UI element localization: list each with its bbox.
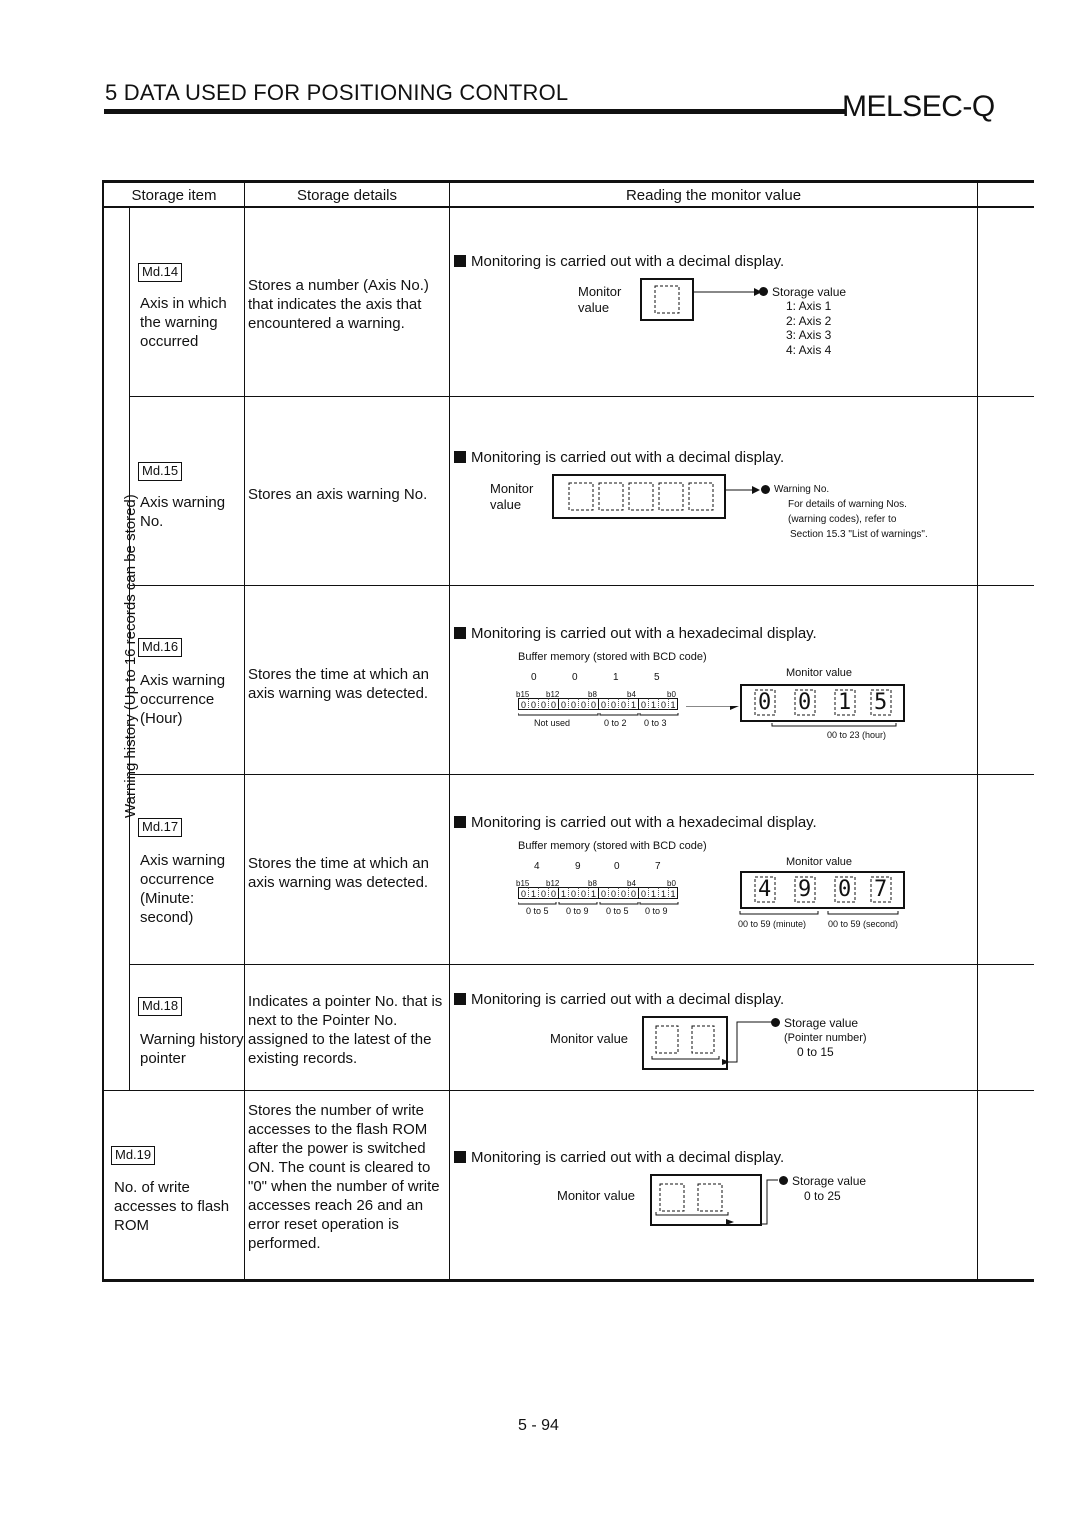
- monitor-display-diagram: [650, 1174, 790, 1234]
- bit-cell: 0: [558, 698, 568, 710]
- square-bullet-icon: [454, 255, 466, 267]
- storage-details: Stores the time at which an axis warning was detected.: [248, 666, 429, 702]
- storage-details: Stores the number of write accesses to the flash ROM after the power is switched ON. The count is cleared to "0" when the number of write accesses reach 26 and an error reset operation is performed.: [248, 1102, 440, 1252]
- table-left-rule: [102, 180, 104, 1281]
- row-rule: [129, 585, 1034, 586]
- display-range-label: 00 to 59 (second): [828, 919, 899, 929]
- bcd-nibble: 5: [654, 672, 660, 683]
- bit-cell: 1: [528, 887, 538, 899]
- bit-cell: 0: [638, 887, 648, 899]
- bit-range-label: 0 to 2: [604, 718, 627, 728]
- storage-item-name: Axis warning No.: [140, 494, 226, 530]
- bit-cell: 0: [518, 887, 528, 899]
- bit-cell: 1: [668, 887, 678, 899]
- display-digit: 7: [874, 877, 888, 902]
- storage-value-line: Storage value: [784, 1016, 859, 1030]
- bit-cell: 0: [608, 887, 618, 899]
- bit-cell: 0: [538, 887, 548, 899]
- bit-cell: 0: [618, 698, 628, 710]
- warning-no-line: For details of warning Nos.: [788, 499, 907, 510]
- monitor-label: Monitor value: [557, 1188, 636, 1203]
- bcd-nibble: 0: [572, 672, 578, 683]
- header-bottom-rule: [102, 206, 1034, 208]
- bit-range-label: Not used: [534, 718, 571, 728]
- display-note: Monitoring is carried out with a hexadecimal display.: [454, 625, 817, 642]
- display-note: Monitoring is carried out with a decimal display.: [454, 1149, 784, 1166]
- bit-label: b4: [627, 879, 636, 888]
- storage-details: Stores an axis warning No.: [248, 486, 428, 503]
- storage-value-line: Storage value: [792, 1174, 867, 1188]
- bit-cell: 0: [518, 698, 528, 710]
- group-label-vertical: Warning history (Up to 16 records can be stored): [122, 494, 139, 818]
- storage-item-name: Axis in which the warning occurred: [140, 295, 227, 350]
- section-title: 5 DATA USED FOR POSITIONING CONTROL: [105, 80, 569, 105]
- display-range-label: 00 to 23 (hour): [827, 730, 887, 740]
- display-digit: 0: [838, 877, 852, 902]
- bit-cell: 0: [568, 698, 578, 710]
- bit-cell: 1: [628, 698, 638, 710]
- buffer-memory-label: Buffer memory (stored with BCD code): [518, 840, 707, 852]
- monitor-display-diagram: [552, 474, 768, 520]
- storage-item-name: Warning history pointer: [140, 1031, 244, 1067]
- square-bullet-icon: [454, 1151, 466, 1163]
- display-digit: 5: [874, 690, 888, 715]
- bit-cell: 0: [548, 698, 558, 710]
- storage-value-line: 4: Axis 4: [786, 343, 832, 357]
- md-code-badge: Md.17: [138, 818, 182, 837]
- col-divider: [977, 180, 978, 1281]
- bit-label: b0: [667, 879, 676, 888]
- bit-cell: 0: [598, 698, 608, 710]
- bcd-nibble: 0: [614, 861, 620, 872]
- bit-cell: 1: [588, 887, 598, 899]
- display-digit: 1: [838, 690, 852, 715]
- square-bullet-icon: [454, 993, 466, 1005]
- bullet-dot-icon: [759, 287, 768, 296]
- md-code-badge: Md.15: [138, 462, 182, 481]
- storage-details: Stores the time at which an axis warning was detected.: [248, 855, 429, 891]
- storage-value-line: 2: Axis 2: [786, 314, 832, 328]
- bit-label: b8: [588, 879, 597, 888]
- bullet-dot-icon: [779, 1176, 788, 1185]
- bit-label: b12: [546, 879, 560, 888]
- md-code-badge: Md.16: [138, 638, 182, 657]
- storage-value-line: 0 to 25: [804, 1189, 841, 1203]
- bit-cell: 0: [608, 698, 618, 710]
- bit-cell: 1: [648, 698, 658, 710]
- bit-cell: 0: [618, 887, 628, 899]
- square-bullet-icon: [454, 627, 466, 639]
- bit-cell: 0: [548, 887, 558, 899]
- bit-cell: 0: [628, 887, 638, 899]
- storage-value-line: Storage value: [772, 285, 847, 299]
- row-rule: [102, 1090, 1034, 1091]
- bcd-nibble: 7: [655, 861, 661, 872]
- bit-cell: 0: [638, 698, 648, 710]
- col-divider: [449, 180, 450, 1281]
- storage-value-line: 3: Axis 3: [786, 328, 832, 342]
- bit-label: b8: [588, 690, 597, 699]
- display-note: Monitoring is carried out with a hexadecimal display.: [454, 814, 817, 831]
- bcd-nibble: 0: [531, 672, 537, 683]
- display-note: Monitoring is carried out with a decimal display.: [454, 449, 784, 466]
- storage-item-name: Axis warning occurrence (Hour): [140, 672, 226, 727]
- bit-range-label: 0 to 5: [606, 906, 629, 916]
- bullet-dot-icon: [771, 1018, 780, 1027]
- col-divider: [244, 180, 245, 1281]
- bit-range-label: 0 to 9: [645, 906, 668, 916]
- display-note: Monitoring is carried out with a decimal display.: [454, 253, 784, 270]
- storage-value-line: 1: Axis 1: [786, 299, 832, 313]
- bit-cell: 0: [538, 698, 548, 710]
- bit-cell: 1: [658, 887, 668, 899]
- bit-cell: 0: [578, 887, 588, 899]
- square-bullet-icon: [454, 451, 466, 463]
- monitor-label: Monitor value: [578, 284, 622, 315]
- bcd-nibble: 9: [575, 861, 581, 872]
- bit-cell: 1: [648, 887, 658, 899]
- brand-logo: MELSEC-Q: [842, 90, 995, 123]
- col-header-reading: Reading the monitor value: [625, 187, 802, 204]
- bcd-nibble: 1: [613, 672, 619, 683]
- bit-range-label: 0 to 5: [526, 906, 549, 916]
- bit-cell: 0: [658, 698, 668, 710]
- bit-label: b15: [516, 690, 530, 699]
- display-digit: 0: [798, 690, 812, 715]
- buffer-memory-label: Buffer memory (stored with BCD code): [518, 651, 707, 663]
- display-digit: 9: [798, 877, 812, 902]
- col-header-item: Storage item: [131, 187, 217, 204]
- bit-cell: 0: [528, 698, 538, 710]
- monitor-value-label: Monitor value: [786, 856, 853, 868]
- row-rule: [129, 396, 1034, 397]
- table-bottom-rule: [102, 1279, 1034, 1282]
- md-code-badge: Md.14: [138, 263, 182, 282]
- storage-details: Stores a number (Axis No.) that indicates the axis that encountered a warning.: [248, 277, 429, 332]
- monitor-label: Monitor value: [550, 1031, 629, 1046]
- display-note: Monitoring is carried out with a decimal display.: [454, 991, 784, 1008]
- bit-label: b4: [627, 690, 636, 699]
- warning-no-line: (warning codes), refer to: [788, 514, 897, 525]
- square-bullet-icon: [454, 816, 466, 828]
- col-header-details: Storage details: [296, 187, 398, 204]
- storage-value-line: (Pointer number): [784, 1032, 867, 1044]
- monitor-value-label: Monitor value: [786, 667, 853, 679]
- bit-cell: 1: [558, 887, 568, 899]
- display-range-label: 00 to 59 (minute): [738, 919, 807, 929]
- bit-cell: 0: [578, 698, 588, 710]
- bit-cell: 0: [588, 698, 598, 710]
- storage-value-line: 0 to 15: [797, 1045, 834, 1059]
- bit-cell: 0: [598, 887, 608, 899]
- monitor-display-diagram: [642, 1016, 782, 1076]
- md-code-badge: Md.18: [138, 997, 182, 1016]
- monitor-label: Monitor value: [490, 481, 534, 512]
- page-number: 5 - 94: [518, 1417, 559, 1434]
- table-top-rule: [102, 180, 1034, 183]
- bcd-nibble: 4: [534, 861, 540, 872]
- md-code-badge: Md.19: [111, 1146, 155, 1165]
- bit-cell: 0: [568, 887, 578, 899]
- row-rule: [129, 964, 1034, 965]
- bit-cell: 1: [668, 698, 678, 710]
- warning-no-line: Warning No.: [774, 484, 830, 495]
- bit-range-label: 0 to 9: [566, 906, 589, 916]
- bit-label: b0: [667, 690, 676, 699]
- bullet-dot-icon: [761, 485, 770, 494]
- storage-item-name: No. of write accesses to flash ROM: [114, 1179, 230, 1234]
- warning-no-line: Section 15.3 "List of warnings".: [790, 529, 928, 540]
- row-rule: [129, 774, 1034, 775]
- display-digit: 4: [758, 877, 772, 902]
- monitor-display-diagram: [640, 278, 780, 322]
- bit-range-label: 0 to 3: [644, 718, 667, 728]
- bit-label: b12: [546, 690, 560, 699]
- header-rule: [104, 109, 846, 114]
- display-digit: 0: [758, 690, 772, 715]
- storage-details: Indicates a pointer No. that is next to the Pointer No. assigned to the latest of the existing records.: [248, 993, 443, 1067]
- storage-item-name: Axis warning occurrence (Minute: second): [140, 852, 226, 926]
- bit-label: b15: [516, 879, 530, 888]
